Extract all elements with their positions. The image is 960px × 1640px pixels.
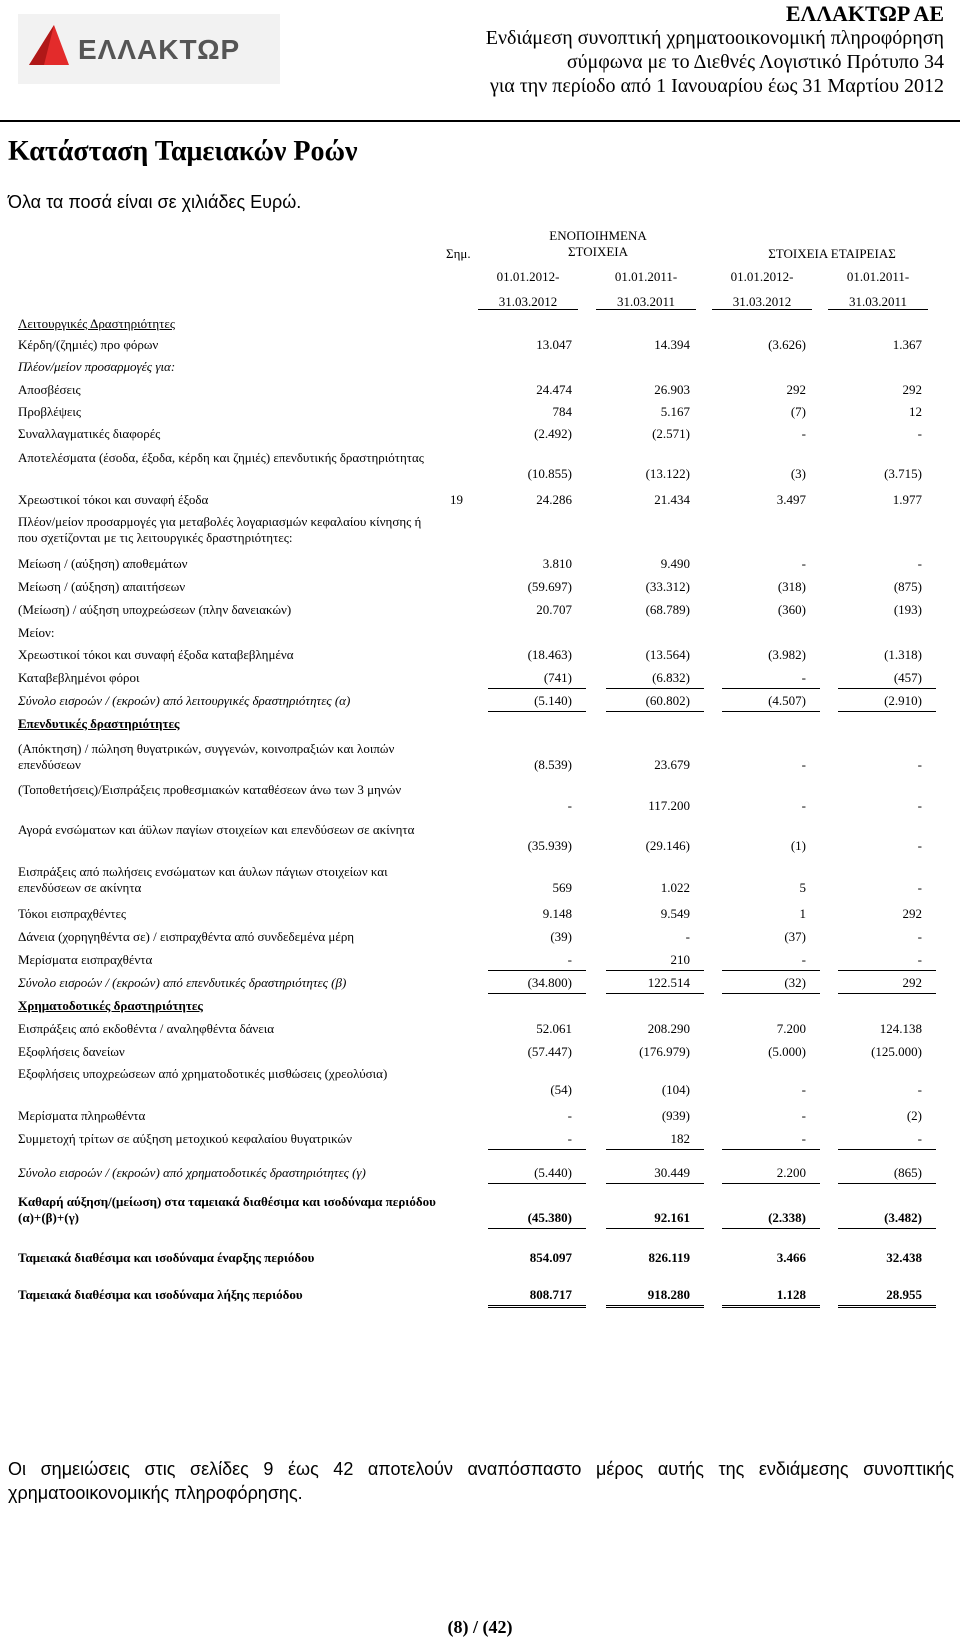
row-value: - (801, 556, 806, 571)
row-value: 13.047 (536, 337, 572, 352)
row-value: 7.200 (776, 1021, 806, 1036)
page-number: (8) / (42) (447, 1617, 513, 1637)
row-value: 1.128 (776, 1287, 806, 1302)
row-label: Λειτουργικές Δραστηριότητες (18, 316, 175, 331)
row-value: - (801, 670, 806, 685)
row-value: 12 (909, 404, 922, 419)
row-label: Αποτελέσματα (έσοδα, έξοδα, κέρδη και ζημιές) επενδυτικής δραστηριότητας (18, 450, 424, 465)
total-rule (488, 1228, 586, 1229)
row-value: 292 (902, 975, 922, 990)
period-rule (596, 309, 696, 310)
row-value: (3.482) (884, 1210, 922, 1225)
table-row (0, 1021, 960, 1037)
table-row (0, 579, 960, 595)
header-line-1: Ενδιάμεση συνοπτική χρηματοοικονομική πληροφόρηση (485, 27, 944, 49)
row-value: - (917, 757, 922, 772)
row-label: Συμμετοχή τρίτων σε αύξηση μετοχικού κεφαλαίου θυγατρικών (18, 1131, 352, 1146)
header-line-2: σύμφωνα με το Διεθνές Λογιστικό Πρότυπο 34 (566, 51, 944, 73)
row-value: - (801, 1082, 806, 1097)
row-value: 9.148 (542, 906, 572, 921)
row-label: Δάνεια (χορηγηθέντα σε) / εισπραχθέντα από συνδεδεμένα μέρη (18, 929, 355, 944)
row-value: 24.286 (536, 492, 572, 507)
total-rule (488, 1149, 586, 1150)
row-label: Πλέον/μείον προσαρμογές για: (18, 359, 176, 374)
table-row (0, 426, 960, 442)
row-value: (37) (784, 929, 806, 944)
row-value: (13.122) (645, 466, 690, 481)
row-label: Αγορά ενσώματων και άϋλων παγίων στοιχείων και επενδύσεων σε ακίνητα (18, 822, 415, 837)
row-value: - (567, 1108, 572, 1123)
table-row (0, 1108, 960, 1124)
row-value: 5 (799, 880, 806, 895)
row-value: - (567, 952, 572, 967)
table-row (0, 929, 960, 945)
total-rule (722, 1305, 820, 1308)
row-value: 30.449 (654, 1165, 690, 1180)
row-value: (39) (550, 929, 572, 944)
table-row (0, 1066, 960, 1098)
table-row (0, 1131, 960, 1147)
row-value: (939) (661, 1108, 690, 1123)
row-value: (1.318) (884, 647, 922, 662)
row-value: (10.855) (527, 466, 572, 481)
logo-triangle-icon (24, 20, 74, 70)
total-rule (838, 1228, 936, 1229)
row-value: (45.380) (527, 1210, 572, 1225)
row-value: 210 (670, 952, 690, 967)
logo-text: ΕΛΛΑΚΤΩΡ (78, 34, 241, 65)
row-value: - (917, 838, 922, 853)
row-value: - (917, 426, 922, 441)
row-value: (1) (790, 838, 806, 853)
total-rule (722, 711, 820, 712)
row-value: (13.564) (645, 647, 690, 662)
row-label: Χρεωστικοί τόκοι και συναφή έξοδα (18, 492, 209, 507)
total-rule (838, 1305, 936, 1308)
table-row (0, 693, 960, 709)
row-value: 3.497 (776, 492, 806, 507)
table-row (0, 404, 960, 420)
total-rule (722, 993, 820, 994)
table-row (0, 1250, 960, 1266)
row-value: (8.539) (534, 757, 572, 772)
row-value: - (917, 556, 922, 571)
row-value: (176.979) (639, 1044, 690, 1059)
row-label: Σύνολο εισροών / (εκροών) από χρηματοδοτικές δραστηριότητες (γ) (18, 1165, 366, 1180)
table-row (0, 1044, 960, 1060)
company-name: ΕΛΛΑΚΤΩΡ ΑΕ (785, 1, 944, 26)
row-value: 20.707 (536, 602, 572, 617)
total-rule (488, 711, 586, 712)
row-value: 808.717 (529, 1287, 572, 1302)
total-rule (838, 1149, 936, 1150)
row-value: 9.549 (660, 906, 690, 921)
note-column-header: Σημ. (446, 246, 471, 261)
row-value: (7) (790, 404, 806, 419)
table-row (0, 1287, 960, 1303)
row-label: Πλέον/μείον προσαρμογές για μεταβολές λογαριασμών κεφαλαίου κίνησης ή που σχετίζονται με τις λειτουργικές δραστηριότητες: (18, 514, 422, 545)
total-rule (722, 1149, 820, 1150)
row-value: 784 (552, 404, 572, 419)
row-value: - (567, 1131, 572, 1146)
table-row (0, 647, 960, 663)
row-value: - (801, 426, 806, 441)
row-value: (318) (777, 579, 806, 594)
total-rule (838, 711, 936, 712)
row-value: (5.000) (768, 1044, 806, 1059)
table-row (0, 822, 960, 854)
row-value: 26.903 (654, 382, 690, 397)
row-value: - (801, 1108, 806, 1123)
row-value: - (917, 952, 922, 967)
row-label: Μερίσματα πληρωθέντα (18, 1108, 146, 1123)
table-row (0, 382, 960, 398)
company-column-header: ΣΤΟΙΧΕΙΑ ΕΤΑΙΡΕΙΑΣ (768, 246, 896, 261)
row-value: (3.715) (884, 466, 922, 481)
total-rule (488, 993, 586, 994)
row-label: Μείον: (18, 625, 55, 640)
page-title: Κατάσταση Ταμειακών Ροών (8, 136, 358, 167)
company-logo (18, 14, 280, 84)
total-rule (722, 688, 820, 689)
row-value: (54) (550, 1082, 572, 1097)
amounts-note: Όλα τα ποσά είναι σε χιλιάδες Ευρώ. (8, 192, 302, 212)
row-value: - (917, 1082, 922, 1097)
row-value: (104) (661, 1082, 690, 1097)
row-label: Κέρδη/(ζημιές) προ φόρων (18, 337, 159, 352)
table-row (0, 337, 960, 353)
row-label: Τόκοι εισπραχθέντες (18, 906, 127, 921)
row-value: (6.832) (652, 670, 690, 685)
row-label: Αποσβέσεις (18, 382, 81, 397)
row-value: (32) (784, 975, 806, 990)
row-value: (5.140) (534, 693, 572, 708)
total-rule (606, 711, 704, 712)
row-value: 918.280 (647, 1287, 690, 1302)
row-value: 3.810 (542, 556, 572, 571)
row-value: (4.507) (768, 693, 806, 708)
row-value: 208.290 (647, 1021, 690, 1036)
total-rule (606, 993, 704, 994)
total-rule (606, 1305, 704, 1308)
row-note: 19 (450, 492, 463, 507)
row-value: (457) (893, 670, 922, 685)
row-value: 292 (786, 382, 806, 397)
row-value: (193) (893, 602, 922, 617)
row-value: (59.697) (527, 579, 572, 594)
table-row (0, 492, 960, 508)
total-rule (606, 970, 704, 971)
total-rule (722, 1228, 820, 1229)
row-label: Εξοφλήσεις υποχρεώσεων από χρηματοδοτικές μισθώσεις (χρεολύσια) (18, 1066, 388, 1081)
row-value: - (917, 880, 922, 895)
row-value: (741) (543, 670, 572, 685)
row-value: (34.800) (527, 975, 572, 990)
row-label: Συναλλαγματικές διαφορές (18, 426, 161, 441)
row-value: - (801, 798, 806, 813)
total-rule (838, 1183, 936, 1184)
row-value: (875) (893, 579, 922, 594)
row-value: (33.312) (645, 579, 690, 594)
row-value: 32.438 (886, 1250, 922, 1265)
row-value: - (567, 798, 572, 813)
row-value: 182 (670, 1131, 690, 1146)
row-label: Καταβεβλημένοι φόροι (18, 670, 140, 685)
total-rule (722, 1183, 820, 1184)
table-row (0, 602, 960, 618)
period-from: 01.01.2011- (846, 269, 910, 284)
row-label: (Τοποθετήσεις)/Εισπράξεις προθεσμιακών καταθέσεων άνω των 3 μηνών (18, 782, 402, 797)
row-label: Σύνολο εισροών / (εκροών) από λειτουργικές δραστηριότητες (α) (18, 693, 351, 708)
row-value: (57.447) (527, 1044, 572, 1059)
row-value: (360) (777, 602, 806, 617)
table-row (0, 716, 960, 732)
table-row (0, 975, 960, 991)
header-rule (0, 120, 960, 122)
row-label: Προβλέψεις (18, 404, 81, 419)
row-value: 1 (799, 906, 806, 921)
row-value: (5.440) (534, 1165, 572, 1180)
table-row (0, 625, 960, 641)
row-value: 21.434 (654, 492, 690, 507)
period-rule (478, 309, 578, 310)
total-rule (722, 970, 820, 971)
consolidated-header-line-2: ΣΤΟΙΧΕΙΑ (567, 244, 629, 259)
row-value: 52.061 (536, 1021, 572, 1036)
row-value: (68.789) (645, 602, 690, 617)
row-value: - (917, 929, 922, 944)
row-value: 826.119 (648, 1250, 690, 1265)
row-value: 28.955 (886, 1287, 922, 1302)
table-row (0, 906, 960, 922)
row-label: Ταμειακά διαθέσιμα και ισοδύναμα λήξης περιόδου (18, 1287, 303, 1302)
consolidated-header-line-1: ΕΝΟΠΟΙΗΜΕΝΑ (549, 228, 647, 243)
row-label: (Απόκτηση) / πώληση θυγατρικών, συγγενών, κοινοπραξιών και λοιπών επενδύσεων (18, 741, 395, 772)
row-value: 122.514 (647, 975, 690, 990)
table-row (0, 998, 960, 1014)
header-line-3: για την περίοδο από 1 Ιανουαρίου έως 31 Μαρτίου 2012 (490, 75, 944, 97)
table-row (0, 741, 960, 773)
period-rule (712, 309, 812, 310)
row-value: 2.200 (776, 1165, 806, 1180)
period-from: 01.01.2012- (730, 269, 794, 284)
row-value: (2.571) (652, 426, 690, 441)
row-value: 117.200 (648, 798, 690, 813)
row-value: 5.167 (660, 404, 690, 419)
row-label: Καθαρή αύξηση/(μείωση) στα ταμειακά διαθέσιμα και ισοδύναμα περιόδου (α)+(β)+(γ) (18, 1194, 436, 1225)
table-row (0, 556, 960, 572)
row-value: (2.338) (768, 1210, 806, 1225)
table-row (0, 670, 960, 686)
table-row (0, 316, 960, 332)
total-rule (838, 970, 936, 971)
total-rule (838, 688, 936, 689)
row-value: 1.022 (660, 880, 690, 895)
footer-note: Οι σημειώσεις στις σελίδες 9 έως 42 αποτελούν αναπόσπαστο μέρος αυτής της ενδιάμεσης συνοπτικής χρηματοοικονομικής πληροφόρησης. (8, 1459, 954, 1503)
total-rule (488, 1305, 586, 1308)
row-label: Μερίσματα εισπραχθέντα (18, 952, 153, 967)
table-row (0, 359, 960, 375)
row-value: 3.466 (776, 1250, 806, 1265)
consolidated-column-header (528, 228, 668, 260)
row-value: (865) (893, 1165, 922, 1180)
row-value: 292 (902, 382, 922, 397)
row-value: (18.463) (527, 647, 572, 662)
row-value: (2.492) (534, 426, 572, 441)
row-label: Μείωση / (αύξηση) αποθεμάτων (18, 556, 188, 571)
row-value: (2.910) (884, 693, 922, 708)
table-row (0, 1165, 960, 1181)
period-from: 01.01.2012- (496, 269, 560, 284)
row-value: (35.939) (527, 838, 572, 853)
row-value: - (801, 952, 806, 967)
total-rule (606, 1228, 704, 1229)
total-rule (488, 970, 586, 971)
row-value: (3) (790, 466, 806, 481)
row-value: 9.490 (660, 556, 690, 571)
period-to: 31.03.2011 (848, 294, 908, 309)
row-value: - (801, 757, 806, 772)
row-label: Μείωση / (αύξηση) απαιτήσεων (18, 579, 186, 594)
table-row (0, 864, 960, 896)
row-value: 124.138 (879, 1021, 922, 1036)
row-value: (3.626) (768, 337, 806, 352)
row-label: Σύνολο εισροών / (εκροών) από επενδυτικές δραστηριότητες (β) (18, 975, 347, 990)
total-rule (488, 1183, 586, 1184)
row-value: 1.977 (892, 492, 922, 507)
total-rule (606, 1183, 704, 1184)
row-value: (29.146) (645, 838, 690, 853)
row-value: 854.097 (529, 1250, 572, 1265)
row-value: 1.367 (892, 337, 922, 352)
period-to: 31.03.2012 (498, 294, 558, 309)
total-rule (606, 1149, 704, 1150)
row-label: Εισπράξεις από πωλήσεις ενσώματων και άυλων πάγιων στοιχείων και επενδύσεων σε ακίνητα (18, 864, 388, 895)
total-rule (838, 993, 936, 994)
row-value: - (685, 929, 690, 944)
row-value: (2) (906, 1108, 922, 1123)
row-value: 23.679 (654, 757, 690, 772)
row-value: 569 (552, 880, 572, 895)
row-value: - (801, 1131, 806, 1146)
row-label: Χρηματοδοτικές δραστηριότητες (18, 998, 203, 1013)
row-value: 92.161 (654, 1210, 690, 1225)
total-rule (606, 688, 704, 689)
row-label: Εισπράξεις από εκδοθέντα / αναληφθέντα δάνεια (18, 1021, 275, 1036)
table-row (0, 450, 960, 482)
row-label: Ταμειακά διαθέσιμα και ισοδύναμα έναρξης περιόδου (18, 1250, 315, 1265)
row-label: Εξοφλήσεις δανείων (18, 1044, 125, 1059)
row-label: Επενδυτικές δραστηριότητες (18, 716, 180, 731)
row-value: 292 (902, 906, 922, 921)
total-rule (488, 688, 586, 689)
row-value: 24.474 (536, 382, 572, 397)
row-label: (Μείωση) / αύξηση υποχρεώσεων (πλην δανειακών) (18, 602, 292, 617)
table-row (0, 514, 960, 546)
table-row (0, 1194, 960, 1226)
row-value: - (917, 1131, 922, 1146)
period-to: 31.03.2012 (732, 294, 792, 309)
period-from: 01.01.2011- (614, 269, 678, 284)
row-value: (125.000) (871, 1044, 922, 1059)
row-label: Χρεωστικοί τόκοι και συναφή έξοδα καταβεβλημένα (18, 647, 294, 662)
row-value: (60.802) (645, 693, 690, 708)
period-to: 31.03.2011 (616, 294, 676, 309)
table-row (0, 782, 960, 814)
row-value: (3.982) (768, 647, 806, 662)
document-header (486, 2, 944, 98)
row-value: - (917, 798, 922, 813)
row-value: 14.394 (654, 337, 690, 352)
period-rule (828, 309, 928, 310)
table-row (0, 952, 960, 968)
